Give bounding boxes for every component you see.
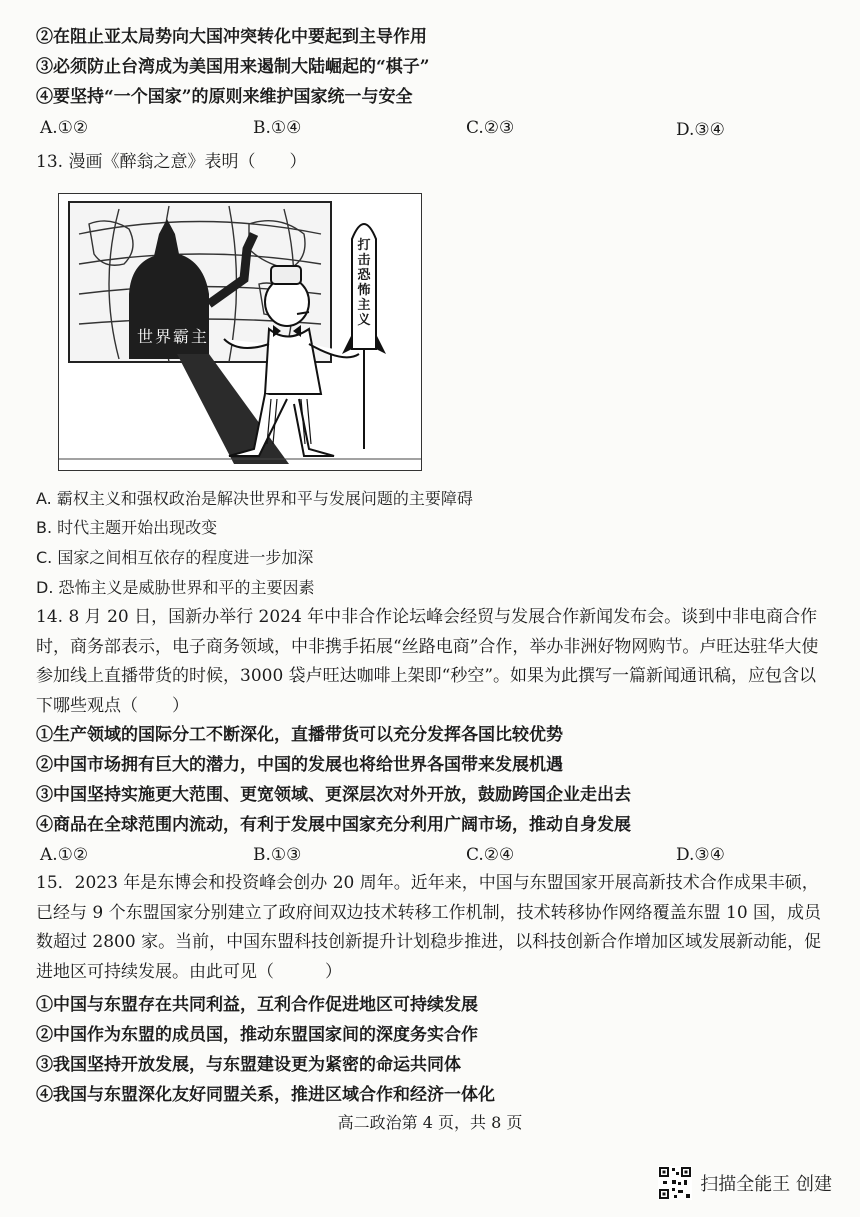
q15-item-4: ④我国与东盟深化友好同盟关系，推进区域合作和经济一体化 xyxy=(36,1085,495,1105)
cartoon-illustration xyxy=(59,194,421,470)
q15-stem: 15．2023 年是东博会和投资峰会创办 20 周年。近年来，中国与东盟国家开展高新技术合作成果丰硕，已经与 9 个东盟国家分别建立了政府间双边技术转移工作机制，技术转移协作网络覆盖东盟 10 国，成员数超过 2800 家。当前，中国东盟科技创新提升计划稳步推进，以科技创新合作增加区域发展新动能，促进地区可持续发展。由此可见（ ） xyxy=(36,873,822,982)
shadow-label: 世界霸主 xyxy=(137,327,210,346)
q12-option-b: B.①④ xyxy=(253,118,302,138)
q15-item-3: ③我国坚持开放发展，与东盟建设更为紧密的命运共同体 xyxy=(36,1055,461,1075)
q12-item-4: ④要坚持“一个国家”的原则来维护国家统一与安全 xyxy=(36,87,413,107)
q13-option-d: D. 恐怖主义是威胁世界和平的主要因素 xyxy=(36,578,315,597)
qr-code-icon xyxy=(658,1166,692,1200)
scanner-watermark xyxy=(658,1166,832,1200)
q14-option-c: C.②④ xyxy=(466,845,515,865)
q13-option-b: B. 时代主题开始出现改变 xyxy=(36,518,218,537)
q13-option-c: C. 国家之间相互依存的程度进一步加深 xyxy=(36,548,314,567)
q12-option-d: D.③④ xyxy=(676,120,725,140)
q14-item-1: ①生产领域的国际分工不断深化，直播带货可以充分发挥各国比较优势 xyxy=(36,725,563,745)
q14-option-a: A.①② xyxy=(40,845,89,865)
page-footer: 高二政治第 4 页，共 8 页 xyxy=(337,1113,523,1132)
scanner-watermark-text: 扫描全能王 创建 xyxy=(700,1174,832,1195)
q14-option-d: D.③④ xyxy=(676,845,725,865)
q14-item-2: ②中国市场拥有巨大的潜力，中国的发展也将给世界各国带来发展机遇 xyxy=(36,755,563,775)
q14-stem: 14. 8 月 20 日，国新办举行 2024 年中非合作论坛峰会经贸与发展合作新闻发布会。谈到中非电商合作时，商务部表示，电子商务领域，中非携手拓展“丝路电商”合作，举办非洲好物网购节。卢旺达驻华大使参加线上直播带货的时候，3000 袋卢旺达咖啡上架即“秒空”。如果为此撰写一篇新闻通讯稿，应包含以下哪些观点（ ） xyxy=(36,607,819,716)
q12-option-c: C.②③ xyxy=(466,118,515,138)
q14-item-4: ④商品在全球范围内流动，有利于发展中国家充分利用广阔市场，推动自身发展 xyxy=(36,815,631,835)
q15-item-1: ①中国与东盟存在共同利益，互利合作促进地区可持续发展 xyxy=(36,995,478,1015)
q12-item-2: ②在阻止亚太局势向大国冲突转化中要起到主导作用 xyxy=(36,27,427,47)
cartoon-image xyxy=(58,193,422,471)
q13-option-a: A. 霸权主义和强权政治是解决世界和平与发展问题的主要障碍 xyxy=(36,489,473,508)
q12-option-a: A.①② xyxy=(40,118,89,138)
q14-item-3: ③中国坚持实施更大范围、更宽领域、更深层次对外开放，鼓励跨国企业走出去 xyxy=(36,785,631,805)
q14-option-b: B.①③ xyxy=(253,845,302,865)
rocket-label: 打击恐怖主义 xyxy=(357,238,371,328)
q13-stem: 13. 漫画《醉翁之意》表明（ ） xyxy=(36,152,307,172)
q12-item-3: ③必须防止台湾成为美国用来遏制大陆崛起的“棋子” xyxy=(36,57,430,77)
q15-item-2: ②中国作为东盟的成员国，推动东盟国家间的深度务实合作 xyxy=(36,1025,478,1045)
